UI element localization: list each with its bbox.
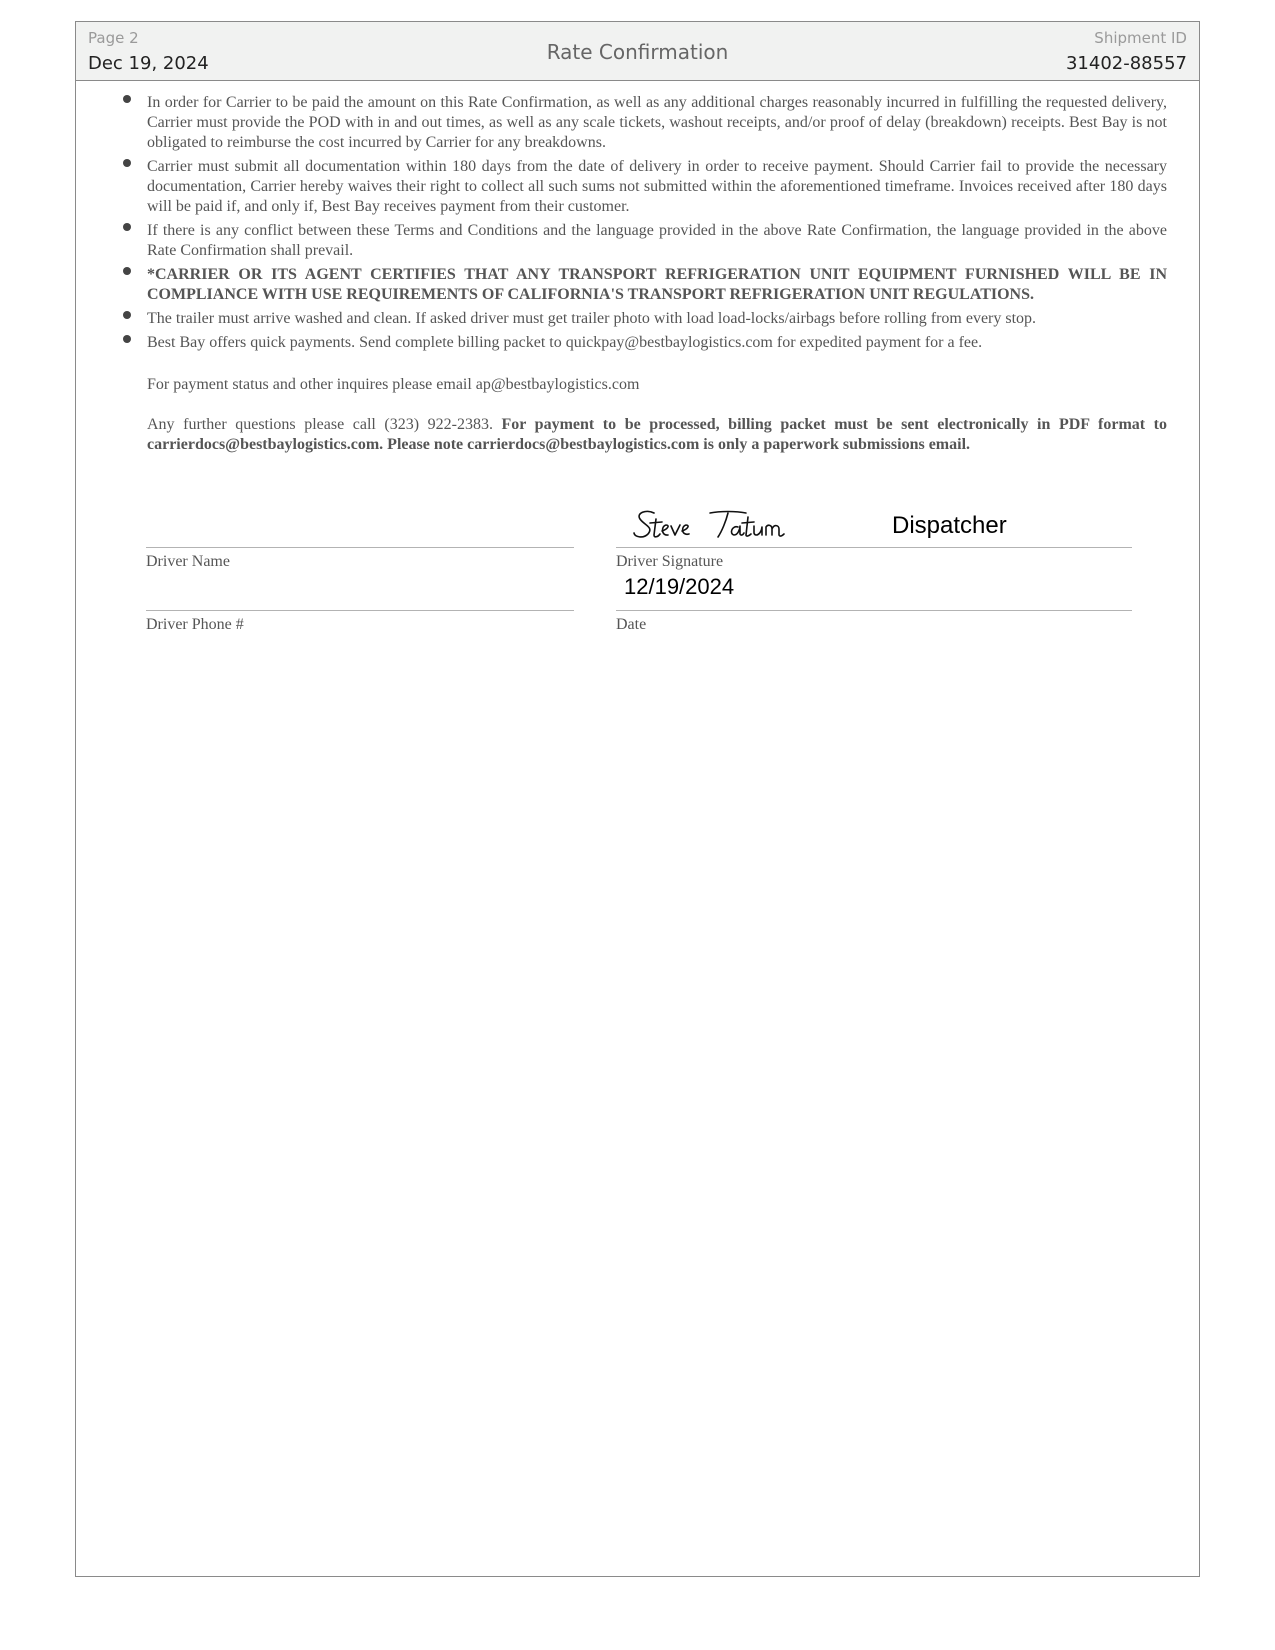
signer-role: Dispatcher	[892, 512, 1007, 539]
payment-status-note: For payment status and other inquires please email ap@bestbaylogistics.com	[147, 376, 640, 393]
driver-signature-line	[616, 547, 1132, 548]
term-text: Carrier must submit all documentation within 180 days from the date of delivery in order to receive payment. Should Carrier fail to provide the necessary documentation, Carrier hereby waives their right to collect all such sums not submitted within the aforementioned timeframe. Invoices received after 180 days will be paid if, and only if, Best Bay receives payment from their customer.	[147, 158, 1167, 215]
questions-note-plain: Any further questions please call (323) 922-2383.	[147, 416, 502, 433]
bullet-icon	[123, 311, 131, 319]
document-header	[76, 22, 1199, 81]
term-text: Best Bay offers quick payments. Send complete billing packet to quickpay@bestbaylogistics.com for expedited payment for a fee.	[147, 334, 983, 351]
term-text: The trailer must arrive washed and clean. If asked driver must get trailer photo with load load-locks/airbags before rolling from every stop.	[147, 310, 1037, 327]
term-text: In order for Carrier to be paid the amount on this Rate Confirmation, as well as any additional charges reasonably incurred in fulfilling the requested delivery, Carrier must provide the POD with in and out times, as well as any scale tickets, washout receipts, and/or proof of delay (breakdown) receipts. Best Bay is not obligated to reimburse the cost incurred by Carrier for any breakdowns.	[147, 94, 1167, 151]
questions-note-bold: For payment to be processed, billing packet must be sent electronically in PDF format to carrierdocs@bestbaylogistics.com. Please note carrierdocs@bestbaylogistics.com is only a paperwork submissions email.	[147, 416, 1167, 453]
driver-name-label: Driver Name	[146, 553, 230, 570]
driver-signature-label: Driver Signature	[616, 553, 724, 570]
bullet-icon	[123, 95, 131, 103]
document-frame	[75, 21, 1200, 1577]
term-item-certification	[147, 265, 1167, 305]
driver-phone-label: Driver Phone #	[146, 616, 244, 633]
bullet-icon	[123, 267, 131, 275]
page-number: Page 2	[88, 29, 139, 47]
bullet-icon	[123, 223, 131, 231]
driver-phone-line	[146, 610, 574, 611]
driver-name-line	[146, 547, 574, 548]
signature-date-value: 12/19/2024	[624, 574, 735, 599]
date-line	[616, 610, 1132, 611]
term-item	[147, 309, 1167, 329]
term-item	[147, 333, 1167, 353]
questions-note	[147, 415, 1167, 455]
date-label: Date	[616, 616, 647, 633]
document-title: Rate Confirmation	[546, 40, 729, 64]
bullet-icon	[123, 335, 131, 343]
term-item	[147, 93, 1167, 153]
term-text: If there is any conflict between these Terms and Conditions and the language provided in the above Rate Confirmation, the language provided in the above Rate Confirmation shall prevail.	[147, 222, 1167, 259]
terms-section	[147, 93, 1167, 455]
term-text: *CARRIER OR ITS AGENT CERTIFIES THAT ANY TRANSPORT REFRIGERATION UNIT EQUIPMENT FURNISHED WILL BE IN COMPLIANCE WITH USE REQUIREMENTS OF CALIFORNIA'S TRANSPORT REFRIGERATION UNIT REGULATIONS.	[147, 266, 1167, 303]
term-item	[147, 157, 1167, 217]
document-date: Dec 19, 2024	[88, 53, 209, 74]
shipment-id-label: Shipment ID	[1094, 29, 1187, 47]
shipment-id: 31402-88557	[1065, 53, 1187, 74]
term-item	[147, 221, 1167, 261]
handwritten-signature	[632, 507, 832, 543]
bullet-icon	[123, 159, 131, 167]
